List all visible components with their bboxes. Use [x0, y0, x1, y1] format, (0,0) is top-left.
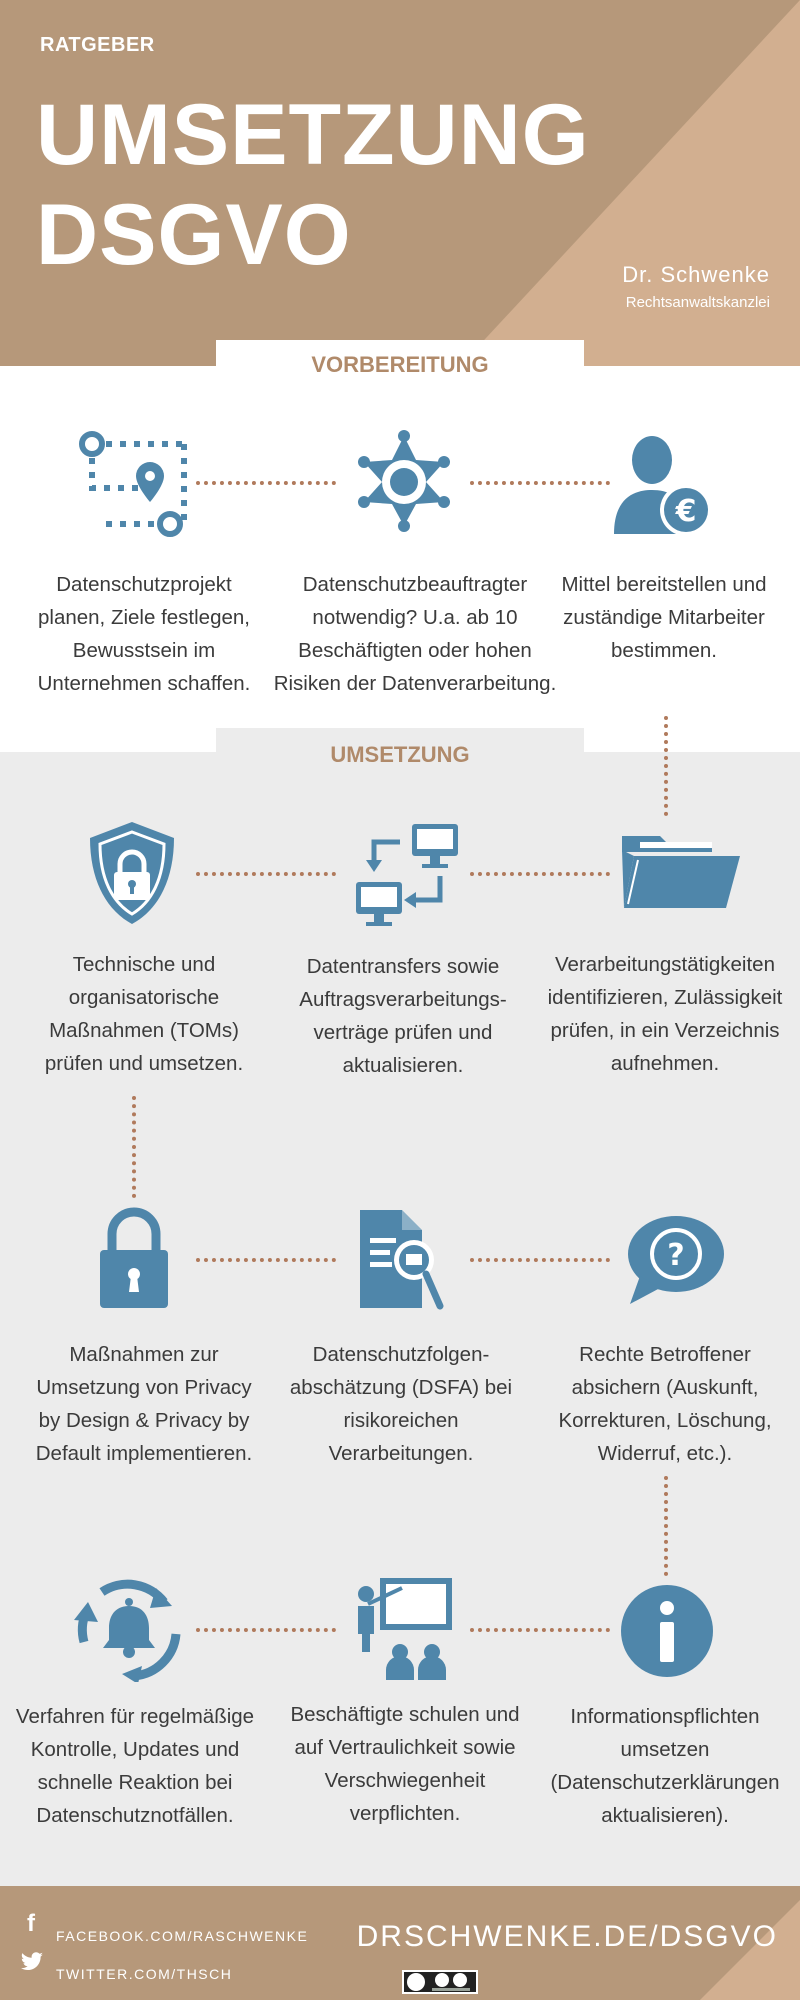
- twitter-link[interactable]: TWITTER.COM/THSCH: [56, 1966, 233, 1982]
- firm-name: Rechtsanwaltskanzlei: [625, 294, 770, 311]
- person-euro-icon: [608, 430, 718, 538]
- footer-bar: [0, 1886, 800, 2000]
- connector-line: [664, 1476, 668, 1576]
- training-icon: [352, 1574, 456, 1682]
- step-text: Datenschutzprojekt planen, Ziele festlegen, Bewusstsein im Unternehmen schaffen.: [37, 573, 251, 695]
- cc-license-icon: [402, 1970, 478, 1994]
- step-text: Beschäftigte schulen und auf Vertraulichkeit sowie Verschwiegenheit verpflichten.: [290, 1703, 520, 1825]
- padlock-icon: [96, 1206, 172, 1312]
- page-title-line1: UMSETZUNG: [36, 87, 590, 183]
- facebook-icon[interactable]: f: [27, 1910, 35, 1937]
- connector-line: [196, 872, 336, 876]
- twitter-icon[interactable]: [20, 1952, 44, 1972]
- step-text: Mittel bereitstellen und zuständige Mitarbeiter bestimmen.: [561, 573, 767, 662]
- connector-line: [470, 481, 610, 485]
- facebook-link[interactable]: FACEBOOK.COM/RASCHWENKE: [56, 1928, 309, 1944]
- shield-lock-icon: [84, 818, 180, 928]
- data-transfer-icon: [352, 820, 462, 928]
- page-title-line2: DSGVO: [36, 187, 352, 283]
- connector-line: [196, 481, 336, 485]
- section-heading-preparation: VORBEREITUNG: [311, 352, 489, 377]
- info-circle-icon: [620, 1584, 714, 1678]
- open-folder-icon: [620, 830, 744, 912]
- sheriff-star-icon: [352, 426, 456, 536]
- svg-text:€: €: [675, 494, 697, 529]
- connector-line: [470, 1258, 610, 1262]
- route-map-icon: [78, 428, 190, 540]
- header-banner: [0, 0, 800, 366]
- section-heading-implementation: UMSETZUNG: [330, 742, 470, 767]
- step-text: Rechte Betroffener absichern (Auskunft, Korrekturen, Löschung, Widerruf, etc.).: [558, 1343, 772, 1465]
- question-bubble-icon: [622, 1212, 726, 1308]
- step-text: Verfahren für regelmäßige Kontrolle, Updates und schnelle Reaktion bei Datenschutznotfällen.: [15, 1705, 255, 1827]
- connector-line: [132, 1096, 136, 1198]
- connector-line: [196, 1628, 336, 1632]
- step-text: Datenschutzbeauftragter notwendig? U.a. ab 10 Beschäftigten oder hohen Risiken der Datenverarbeitung.: [273, 573, 557, 695]
- connector-line: [470, 1628, 610, 1632]
- svg-text:?: ?: [667, 1238, 685, 1273]
- document-search-icon: [356, 1206, 446, 1316]
- kicker-label: RATGEBER: [40, 34, 155, 56]
- step-text: Verarbeitungstätigkeiten identifizieren, Zulässigkeit prüfen, in ein Verzeichnis aufnehmen.: [547, 953, 783, 1075]
- author-name: Dr. Schwenke: [622, 262, 770, 287]
- step-text: Informationspflichten umsetzen (Datenschutzerklärungen aktualisieren).: [550, 1705, 780, 1827]
- connector-line: [196, 1258, 336, 1262]
- bell-cycle-icon: [72, 1572, 186, 1682]
- connector-line: [470, 872, 610, 876]
- step-text: Datenschutzfolgen-abschätzung (DSFA) bei risikoreichen Verarbeitungen.: [289, 1343, 513, 1465]
- step-text: Technische und organisatorische Maßnahmen (TOMs) prüfen und umsetzen.: [44, 953, 244, 1075]
- step-text: Datentransfers sowie Auftragsverarbeitungs-verträge prüfen und aktualisieren.: [299, 955, 507, 1077]
- step-text: Maßnahmen zur Umsetzung von Privacy by Design & Privacy by Default implementieren.: [35, 1343, 253, 1465]
- connector-line: [664, 716, 668, 816]
- website-link[interactable]: DRSCHWENKE.DE/DSGVO: [356, 1920, 778, 1953]
